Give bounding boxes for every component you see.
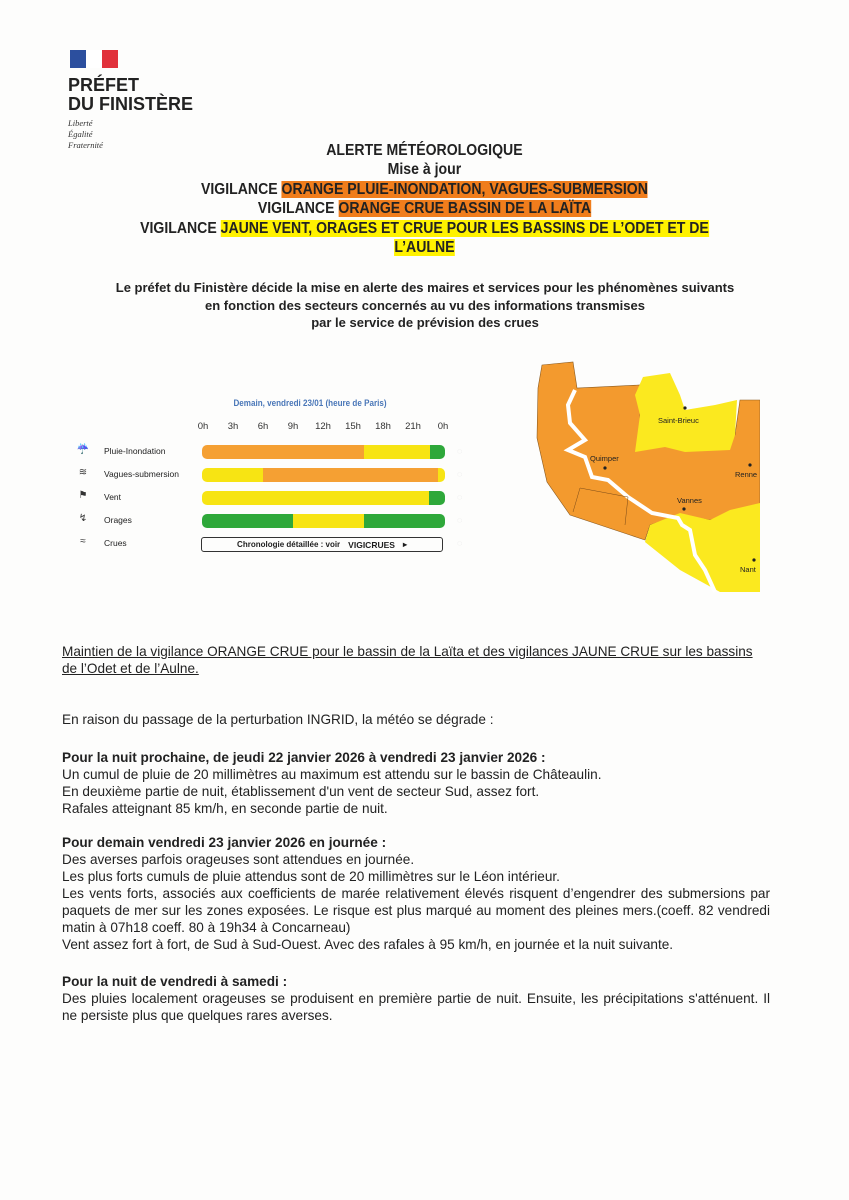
wind-icon: ⚑ <box>78 490 88 501</box>
vigilance-line-1 <box>51 180 798 200</box>
bar-segment-green <box>429 491 445 505</box>
arrow-right-icon: ▸ <box>402 540 407 549</box>
vigilance-line-3 <box>51 219 798 239</box>
vigilance-prefix: VIGILANCE <box>200 181 282 198</box>
vigilance-orange-highlight: ORANGE CRUE BASSIN DE LA LAÏTA <box>338 200 592 217</box>
section-line: Les plus forts cumuls de pluie attendus sont de 20 millimètres sur le Léon intérieur. <box>62 869 560 884</box>
logo-line-prefet: PRÉFET <box>68 75 140 95</box>
vigilance-yellow-highlight: JAUNE VENT, ORAGES ET CRUE POUR LES BASSINS DE L’ODET ET DE <box>220 220 709 237</box>
motto-egalite: Égalité <box>68 129 93 139</box>
alert-title: ALERTE MÉTÉOROLOGIQUE <box>326 142 523 159</box>
section-line: En deuxième partie de nuit, établissement d'un vent de secteur Sud, assez fort. <box>62 784 540 799</box>
timeline-bar <box>202 514 445 528</box>
city-dot <box>748 463 751 466</box>
bar-segment-yellow <box>364 445 430 459</box>
rain-flood-icon: ☔ <box>76 444 90 455</box>
vigicrues-link-label[interactable]: VIGICRUES <box>348 539 395 550</box>
bar-segment-orange <box>202 445 364 459</box>
bar-segment-orange <box>263 468 438 482</box>
hour-tick-label: 15h <box>345 421 361 432</box>
vigilance-orange-highlight: ORANGE PLUIE-INONDATION, VAGUES-SUBMERSION <box>281 181 648 198</box>
hour-tick-label: 6h <box>257 421 269 432</box>
faded-icon: ◌ <box>457 492 463 502</box>
hour-tick-label: 18h <box>375 421 391 432</box>
intro-line: en fonction des secteurs concernés au vu des informations transmises <box>205 298 645 313</box>
vigilance-prefix: VIGILANCE <box>140 220 221 237</box>
flood-icon: ≈ <box>80 536 86 547</box>
city-nantes: Nant <box>740 565 756 574</box>
alert-subtitle: Mise à jour <box>387 161 462 178</box>
faded-icon: ◌ <box>457 469 463 479</box>
bar-segment-yellow <box>202 468 263 482</box>
city-rennes: Renne <box>735 470 758 479</box>
faded-icon: ◌ <box>457 538 463 548</box>
section-heading: Pour la nuit prochaine, de jeudi 22 janvier 2026 à vendredi 23 janvier 2026 : <box>62 750 546 765</box>
section-line: Des averses parfois orageuses sont attendues en journée. <box>62 852 415 867</box>
row-label: Crues <box>104 538 127 548</box>
row-label: Vagues-submersion <box>104 469 179 479</box>
crues-text: Chronologie détaillée : voir <box>237 540 341 549</box>
motto-liberte: Liberté <box>68 118 93 128</box>
section-line: Vent assez fort à fort, de Sud à Sud-Ouest. Avec des rafales à 95 km/h, en journée et la nuit suivante. <box>62 937 674 952</box>
faded-icon: ◌ <box>457 515 463 525</box>
city-dot <box>603 466 606 469</box>
bar-segment-yellow <box>438 468 445 482</box>
city-dot <box>682 507 685 510</box>
section-line: Rafales atteignant 85 km/h, en seconde partie de nuit. <box>62 801 388 816</box>
timeline-bar <box>202 468 445 482</box>
timeline-title: Demain, vendredi 23/01 (heure de Paris) <box>233 398 387 409</box>
row-label: Vent <box>104 492 122 502</box>
bar-segment-yellow <box>293 514 364 528</box>
city-dot <box>752 558 755 561</box>
section-night <box>62 749 770 817</box>
row-label: Pluie-Inondation <box>104 446 166 456</box>
bar-segment-green <box>430 445 445 459</box>
intro-line: par le service de prévision des crues <box>311 315 539 330</box>
timeline-bar <box>202 491 445 505</box>
vigilance-line-2 <box>51 199 798 219</box>
lightning-icon: ↯ <box>78 513 88 524</box>
section-heading: Pour demain vendredi 23 janvier 2026 en journée : <box>62 835 387 850</box>
city-vannes: Vannes <box>677 496 702 505</box>
vigilance-map <box>530 355 760 595</box>
maintien-paragraph: Maintien de la vigilance ORANGE CRUE pour le bassin de la Laïta et des vigilances JAUNE CRUE sur les bassins de l’Odet et de l’Aulne. <box>62 644 753 676</box>
section-line: Un cumul de pluie de 20 millimètres au maximum est attendu sur le bassin de Châteaulin. <box>62 767 602 782</box>
section-day <box>62 834 770 953</box>
vigilance-prefix: VIGILANCE <box>257 200 339 217</box>
vigilance-line-3-cont <box>51 238 798 258</box>
hour-tick-label: 0h <box>197 421 209 432</box>
vigilance-yellow-highlight: L’AULNE <box>394 239 455 256</box>
hour-tick-label: 0h <box>437 421 449 432</box>
timeline-bar <box>202 445 445 459</box>
row-label: Orages <box>104 515 132 525</box>
hour-tick-label: 21h <box>405 421 421 432</box>
map-zone-yellow-north <box>635 373 737 452</box>
faded-icon: ◌ <box>457 446 463 456</box>
motto-fraternite: Fraternité <box>68 140 103 150</box>
bar-segment-green <box>364 514 445 528</box>
waves-icon: ≋ <box>78 467 88 478</box>
vigicrues-link[interactable] <box>201 537 443 552</box>
city-dot <box>683 406 686 409</box>
body-intro: En raison du passage de la perturbation INGRID, la météo se dégrade : <box>62 712 494 727</box>
intro-line: Le préfet du Finistère décide la mise en alerte des maires et services pour les phénomènes suivants <box>115 280 735 295</box>
city-quimper: Quimper <box>590 454 619 463</box>
hour-tick-label: 12h <box>315 421 331 432</box>
bar-segment-yellow <box>202 491 429 505</box>
section-next-night <box>62 973 770 1024</box>
logo-line-finistere: DU FINISTÈRE <box>68 94 194 114</box>
section-heading: Pour la nuit de vendredi à samedi : <box>62 974 288 989</box>
bar-segment-green <box>202 514 293 528</box>
section-line: Des pluies localement orageuses se produisent en première partie de nuit. Ensuite, les précipitations s'atténuent. Il ne persiste plus que quelques rares averses. <box>62 991 770 1023</box>
city-saint-brieuc: Saint-Brieuc <box>658 416 699 425</box>
hour-tick-label: 3h <box>227 421 239 432</box>
hour-tick-label: 9h <box>287 421 299 432</box>
section-line: Les vents forts, associés aux coefficients de marée relativement élevés risquent d’engendrer des submersions par paquets de mer sur les zones exposées. Le risque est plus marqué au moment des pleines mers.(coeff. 82 vendredi matin à 07h18 coeff. 80 à 19h34 à Concarneau) <box>62 886 770 935</box>
marianne-flag-logo <box>70 50 118 68</box>
